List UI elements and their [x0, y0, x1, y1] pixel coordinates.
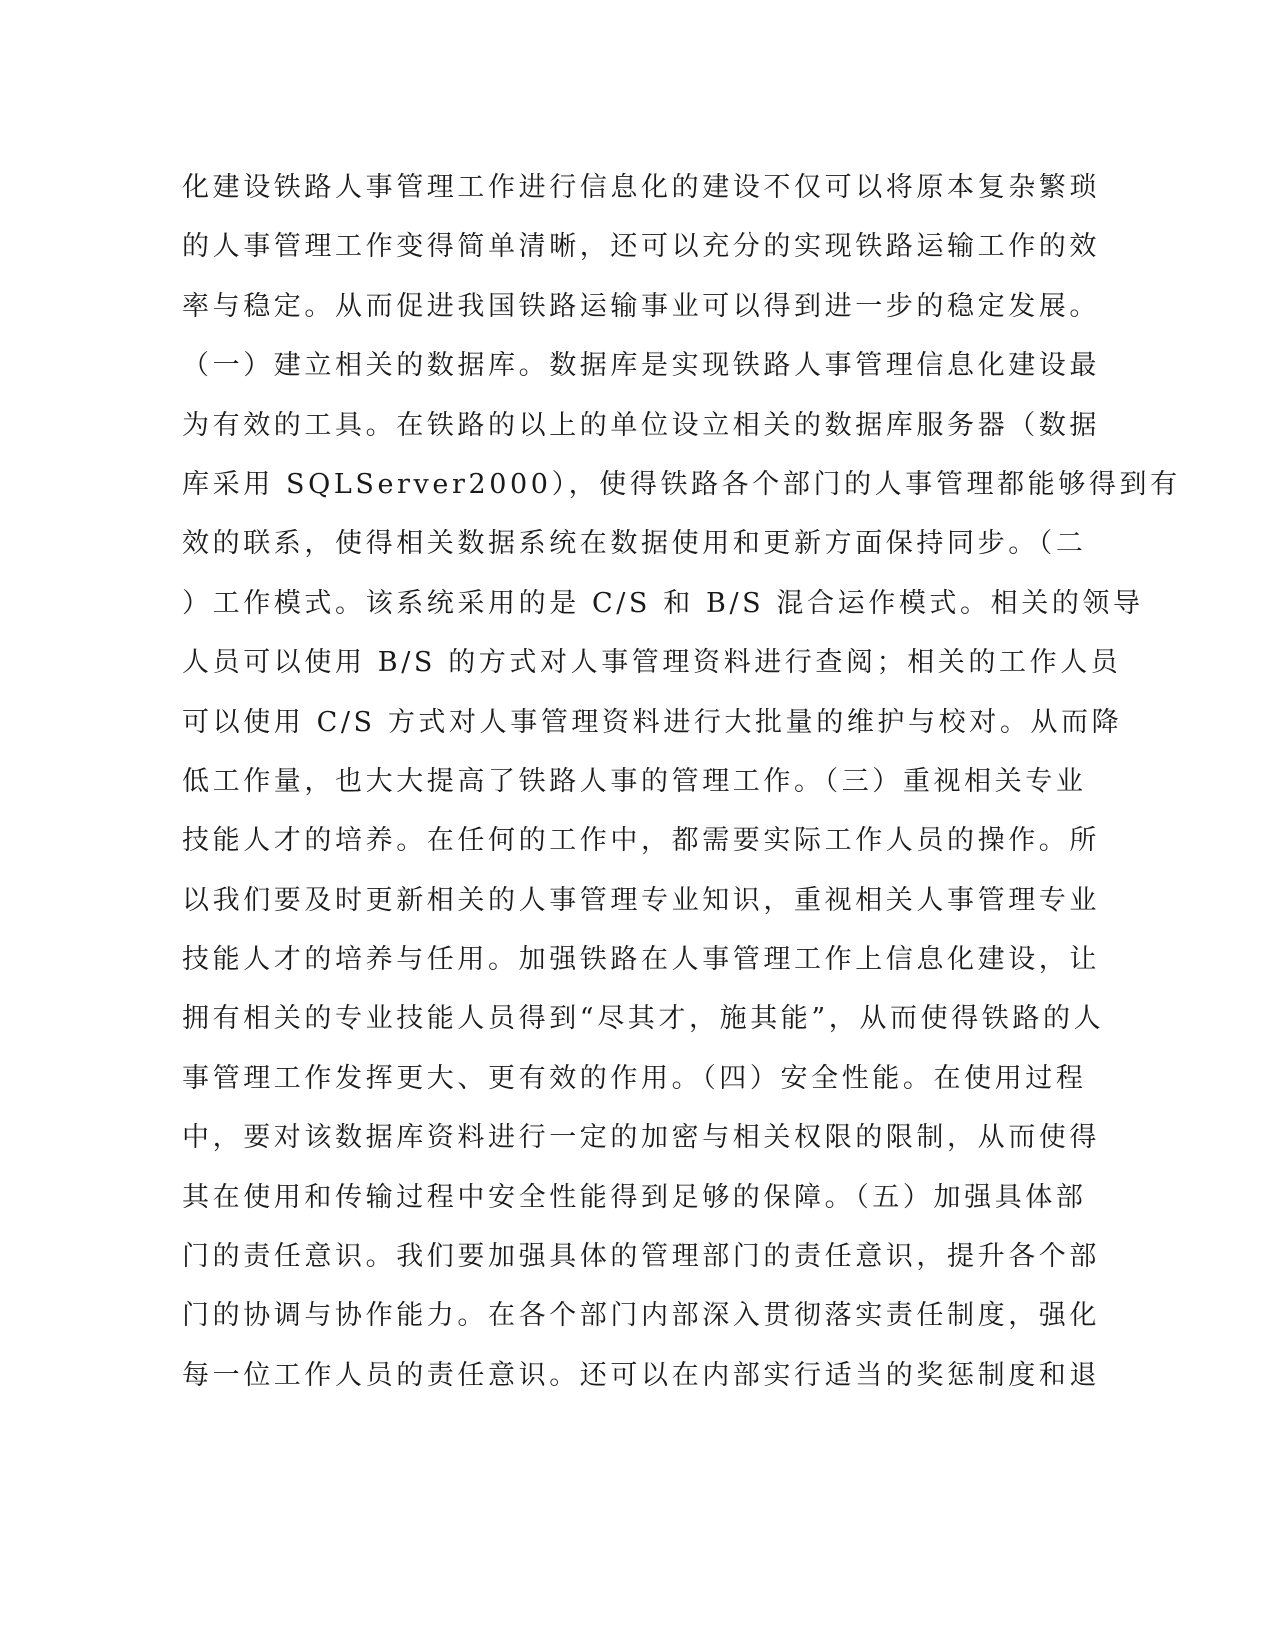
- text-line: 拥有相关的专业技能人员得到“尽其才，施其能”，从而使得铁路的人: [182, 1003, 1105, 1035]
- text-line: 的人事管理工作变得简单清晰，还可以充分的实现铁路运输工作的效: [182, 231, 1100, 263]
- text-line: 效的联系，使得相关数据系统在数据使用和更新方面保持同步。（二: [182, 528, 1087, 560]
- text-line: 以我们要及时更新相关的人事管理专业知识，重视相关人事管理专业: [182, 884, 1100, 916]
- text-line: 技能人才的培养。在任何的工作中，都需要实际工作人员的操作。所: [182, 825, 1100, 857]
- text-line: 门的协调与协作能力。在各个部门内部深入贯彻落实责任制度，强化: [182, 1300, 1100, 1332]
- text-line: 率与稳定。从而促进我国铁路运输事业可以得到进一步的稳定发展。: [182, 290, 1100, 322]
- text-line: （一）建立相关的数据库。数据库是实现铁路人事管理信息化建设最: [182, 350, 1100, 382]
- text-line: 其在使用和传输过程中安全性能得到足够的保障。（五）加强具体部: [182, 1181, 1087, 1213]
- text-line: 库采用 SQLServer2000），使得铁路各个部门的人事管理都能够得到有: [182, 468, 1181, 500]
- body-text: [182, 158, 1181, 1405]
- text-line: 每一位工作人员的责任意识。还可以在内部实行适当的奖惩制度和退: [182, 1359, 1100, 1391]
- text-line: 可以使用 C/S 方式对人事管理资料进行大批量的维护与校对。从而降: [182, 706, 1123, 738]
- text-line: 技能人才的培养与任用。加强铁路在人事管理工作上信息化建设，让: [182, 944, 1100, 976]
- text-line: 门的责任意识。我们要加强具体的管理部门的责任意识，提升各个部: [182, 1241, 1100, 1273]
- text-line: 中，要对该数据库资料进行一定的加密与相关权限的限制，从而使得: [182, 1122, 1100, 1154]
- text-line: 低工作量，也大大提高了铁路人事的管理工作。（三）重视相关专业: [182, 765, 1087, 797]
- text-line: 化建设铁路人事管理工作进行信息化的建设不仅可以将原本复杂繁琐: [182, 172, 1100, 203]
- text-line: 人员可以使用 B/S 的方式对人事管理资料进行查阅；相关的工作人员: [182, 647, 1122, 679]
- text-line: 为有效的工具。在铁路的以上的单位设立相关的数据库服务器（数据: [182, 409, 1100, 441]
- text-line: 事管理工作发挥更大、更有效的作用。（四）安全性能。在使用过程: [182, 1062, 1087, 1094]
- text-line: ）工作模式。该系统采用的是 C/S 和 B/S 混合运作模式。相关的领导: [182, 587, 1144, 619]
